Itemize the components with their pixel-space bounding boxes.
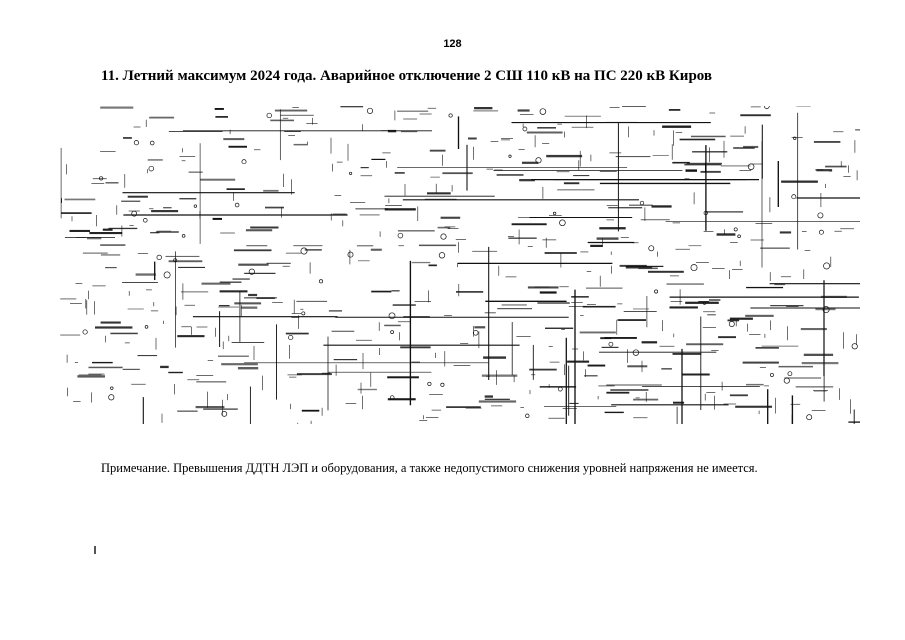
busbar-label (89, 232, 122, 234)
busbar-label (680, 139, 716, 141)
busbar-label (692, 151, 727, 152)
busbar-label (652, 205, 672, 207)
busbar-label (583, 306, 616, 308)
busbar-label (730, 394, 748, 396)
busbar-label (393, 304, 416, 306)
busbar-label (661, 368, 672, 369)
busbar-label (360, 214, 380, 215)
busbar-label (385, 208, 416, 210)
busbar-label (626, 266, 664, 267)
busbar-label (446, 406, 481, 408)
busbar-label (627, 365, 647, 367)
node-symbol (734, 228, 737, 231)
node-symbol (164, 272, 170, 278)
busbar-label (166, 256, 200, 257)
busbar-label (138, 355, 158, 356)
busbar-label (181, 292, 208, 293)
busbar-label (689, 245, 702, 246)
busbar-label (756, 347, 779, 349)
node-symbol (748, 164, 754, 170)
busbar-label (442, 172, 472, 174)
node-symbol (319, 280, 322, 283)
busbar-label (605, 412, 624, 413)
node-symbol (348, 252, 353, 257)
busbar-label (293, 245, 322, 246)
busbar-label (728, 320, 740, 322)
busbar-label (542, 239, 556, 240)
busbar-label (540, 291, 557, 293)
busbar-label (196, 381, 226, 382)
busbar-label (178, 267, 205, 268)
busbar-label (213, 218, 222, 220)
busbar-label (780, 231, 791, 233)
node-symbol (691, 265, 697, 271)
busbar-label (590, 245, 603, 247)
busbar-label (569, 403, 578, 404)
busbar-label (122, 282, 158, 283)
busbar-label (229, 146, 248, 148)
node-symbol (649, 246, 654, 251)
busbar-label (151, 210, 178, 212)
busbar-label (485, 312, 496, 313)
node-symbol (111, 387, 114, 390)
busbar-label (781, 181, 818, 183)
busbar-label (238, 367, 258, 369)
busbar-label (234, 302, 261, 304)
busbar-label (762, 346, 799, 347)
busbar-label (815, 308, 835, 310)
busbar-label (545, 328, 573, 329)
busbar-label (743, 146, 758, 148)
busbar-label (604, 337, 637, 339)
busbar-label (419, 245, 456, 247)
busbar-label (584, 375, 597, 376)
busbar-label (599, 227, 625, 229)
busbar-label (215, 108, 224, 110)
busbar-label (597, 237, 619, 239)
busbar-label (358, 389, 377, 390)
node-symbol (729, 321, 734, 326)
busbar-label (760, 247, 790, 249)
busbar-label (473, 111, 498, 112)
node-symbol (558, 387, 562, 391)
busbar-label (540, 386, 576, 388)
node-symbol (655, 290, 658, 293)
busbar-label (633, 399, 658, 401)
busbar-label (218, 307, 239, 308)
node-symbol (738, 235, 741, 238)
busbar-label (814, 141, 841, 143)
busbar-label (667, 284, 704, 285)
node-symbol (473, 330, 478, 335)
busbar-label (160, 366, 169, 368)
busbar-label (746, 287, 783, 288)
busbar-label (281, 115, 314, 116)
busbar-label (745, 315, 774, 317)
busbar-label (196, 406, 225, 408)
busbar-label (573, 175, 589, 176)
busbar-label (825, 166, 847, 168)
busbar-label (385, 205, 402, 206)
busbar-label (286, 333, 309, 335)
node-symbol (349, 172, 351, 174)
busbar-label (580, 251, 588, 252)
busbar-label (60, 335, 80, 336)
busbar-label (686, 343, 723, 345)
busbar-label (392, 290, 400, 291)
power-grid-schematic (60, 106, 860, 424)
busbar-label (746, 384, 764, 386)
busbar-label (128, 196, 148, 198)
busbar-label (189, 172, 203, 173)
busbar-label (87, 237, 101, 239)
busbar-label (608, 207, 642, 208)
busbar-label (163, 207, 172, 208)
node-symbol (784, 378, 789, 383)
node-symbol (792, 195, 796, 199)
busbar-label (227, 188, 245, 190)
busbar-label (284, 131, 301, 132)
busbar-label (705, 211, 743, 213)
busbar-label (294, 144, 308, 146)
node-symbol (770, 373, 773, 376)
busbar-label (202, 283, 231, 285)
node-symbol (449, 114, 452, 117)
busbar-label (456, 291, 483, 293)
note-text: Примечание. Превышения ДДТН ЛЭП и оборудования, а также недопустимого снижения уровней напряжения не имеется. (101, 461, 758, 475)
node-symbol (818, 213, 823, 218)
busbar-label (275, 110, 307, 112)
busbar-label (333, 214, 347, 216)
busbar-label (564, 182, 579, 184)
busbar-label (429, 265, 437, 267)
busbar-label (248, 294, 257, 296)
node-symbol (145, 326, 148, 329)
busbar-label (334, 359, 357, 360)
busbar-label (474, 107, 492, 109)
busbar-label (148, 160, 163, 161)
busbar-label (537, 127, 556, 129)
busbar-label (801, 328, 827, 330)
busbar-label (136, 273, 156, 275)
busbar-label (329, 310, 342, 311)
node-symbol (536, 158, 541, 163)
busbar-label (791, 404, 801, 405)
node-symbol (819, 230, 823, 234)
busbar-label (89, 367, 123, 369)
busbar-label (233, 279, 250, 280)
busbar-label (519, 179, 535, 181)
busbar-label (633, 309, 649, 310)
busbar-label (123, 369, 140, 370)
node-symbol (194, 205, 197, 208)
busbar-label (672, 162, 690, 164)
busbar-label (241, 307, 257, 309)
busbar-label (430, 177, 440, 178)
busbar-label (721, 165, 751, 166)
busbar-label (642, 341, 658, 343)
busbar-label (622, 106, 646, 107)
busbar-label (246, 245, 267, 246)
busbar-label (497, 308, 532, 309)
busbar-label (691, 136, 726, 138)
busbar-label (740, 114, 771, 116)
busbar-label (123, 137, 132, 139)
busbar-label (606, 392, 629, 394)
busbar-label (606, 122, 638, 123)
node-symbol (389, 313, 395, 319)
busbar-label (110, 333, 137, 335)
page-number: 128 (443, 38, 462, 50)
busbar-label (508, 237, 536, 239)
busbar-label (296, 301, 327, 302)
node-symbol (788, 372, 792, 376)
busbar-label (384, 325, 401, 327)
node-symbol (242, 160, 246, 164)
busbar-label (571, 296, 589, 298)
busbar-label (101, 322, 121, 324)
busbar-label (79, 374, 102, 375)
busbar-label (565, 116, 601, 117)
node-symbol (523, 127, 527, 131)
busbar-label (149, 117, 174, 119)
node-symbol (289, 335, 293, 339)
busbar-label (371, 159, 385, 160)
busbar-label (244, 273, 275, 274)
node-symbol (540, 109, 546, 115)
busbar-label (95, 326, 132, 328)
busbar-label (709, 299, 720, 301)
busbar-label (215, 116, 228, 118)
busbar-label (121, 201, 140, 202)
busbar-label (546, 155, 582, 157)
node-symbol (824, 263, 830, 269)
busbar-label (821, 296, 847, 298)
busbar-label (512, 223, 547, 225)
busbar-label (474, 326, 485, 328)
node-symbol (235, 203, 239, 207)
busbar-label (177, 335, 204, 337)
node-symbol (441, 234, 446, 239)
busbar-label (221, 363, 258, 365)
busbar-label (670, 306, 698, 308)
busbar-label (220, 290, 248, 292)
busbar-label (784, 377, 821, 378)
busbar-label (398, 230, 435, 231)
busbar-label (735, 406, 772, 408)
node-symbol (83, 330, 87, 334)
busbar-label (412, 262, 431, 263)
busbar-label (200, 179, 235, 181)
node-symbol (609, 342, 613, 346)
node-symbol (157, 255, 162, 260)
busbar-label (779, 366, 814, 368)
node-symbol (509, 155, 511, 157)
busbar-label (485, 399, 510, 400)
busbar-label (322, 373, 330, 374)
busbar-label (106, 182, 119, 183)
node-symbol (182, 235, 185, 238)
busbar-label (361, 167, 369, 168)
busbar-label (179, 198, 196, 199)
busbar-label (388, 130, 396, 132)
busbar-label (588, 365, 606, 367)
busbar-label (430, 150, 446, 152)
busbar-label (425, 199, 457, 200)
busbar-label (358, 260, 370, 261)
busbar-label (527, 132, 563, 134)
busbar-label (371, 249, 382, 251)
node-symbol (526, 414, 530, 418)
node-symbol (764, 106, 769, 109)
busbar-label (572, 127, 594, 128)
busbar-label (100, 244, 125, 246)
busbar-label (673, 353, 702, 355)
busbar-label (804, 354, 833, 356)
busbar-label (586, 288, 623, 289)
busbar-label (485, 395, 493, 397)
busbar-label (717, 233, 736, 235)
busbar-label (387, 376, 419, 378)
busbar-label (109, 228, 138, 229)
busbar-label (427, 192, 451, 194)
busbar-label (686, 169, 698, 171)
busbar-label (701, 171, 721, 173)
busbar-label (65, 199, 96, 201)
busbar-label (77, 375, 105, 377)
busbar-label (618, 319, 646, 321)
node-symbol (367, 108, 372, 113)
busbar-label (502, 304, 527, 305)
busbar-label (105, 267, 117, 268)
busbar-label (718, 336, 736, 338)
node-symbol (301, 248, 307, 254)
busbar-label (479, 400, 516, 402)
node-symbol (807, 415, 812, 420)
busbar-label (684, 164, 721, 166)
busbar-label (662, 126, 691, 128)
node-symbol (398, 233, 403, 238)
busbar-label (468, 138, 477, 140)
busbar-label (497, 174, 524, 176)
busbar-label (263, 190, 278, 192)
busbar-label (244, 297, 277, 298)
busbar-label (340, 106, 363, 107)
busbar-label (70, 230, 91, 232)
busbar-label (682, 374, 710, 376)
busbar-label (624, 311, 657, 312)
page-title: 11. Летний максимум 2024 года. Аварийное отключение 2 СШ 110 кВ на ПС 220 кВ Киров (101, 68, 713, 84)
node-symbol (441, 383, 444, 386)
busbar-label (219, 305, 230, 306)
busbar-label (92, 362, 113, 363)
busbar-label (395, 172, 405, 174)
busbar-label (602, 347, 619, 348)
busbar-label (218, 356, 249, 358)
busbar-label (400, 346, 430, 348)
node-symbol (640, 201, 644, 205)
node-symbol (428, 382, 431, 385)
busbar-label (796, 386, 834, 387)
busbar-label (537, 302, 569, 303)
busbar-label (730, 318, 753, 320)
busbar-label (669, 109, 680, 111)
busbar-label (802, 362, 839, 364)
node-symbol (852, 344, 857, 349)
busbar-label (648, 271, 684, 273)
busbar-label (483, 356, 506, 358)
node-symbol (150, 141, 154, 145)
busbar-label (101, 255, 120, 256)
busbar-label (441, 217, 461, 219)
node-symbol (134, 141, 138, 145)
busbar-label (100, 107, 133, 109)
busbar-label (557, 189, 594, 190)
node-symbol (553, 212, 556, 215)
busbar-label (403, 316, 430, 318)
node-symbol (439, 253, 445, 259)
busbar-label (246, 229, 272, 231)
node-symbol (560, 220, 566, 226)
busbar-label (83, 253, 108, 254)
busbar-label (472, 251, 497, 252)
node-symbol (391, 331, 394, 334)
node-symbol (302, 312, 305, 315)
busbar-label (270, 120, 294, 122)
busbar-label (743, 362, 779, 364)
busbar-label (177, 410, 197, 412)
node-symbol (143, 218, 147, 222)
busbar-label (567, 361, 589, 363)
busbar-label (234, 249, 272, 251)
busbar-label (355, 208, 388, 209)
node-symbol (149, 166, 154, 171)
busbar-label (616, 156, 651, 157)
busbar-label (673, 402, 684, 404)
busbar-label (267, 263, 291, 264)
node-symbol (109, 395, 114, 400)
busbar-label (302, 410, 320, 412)
margin-mark (94, 546, 96, 554)
busbar-label (529, 369, 556, 371)
busbar-label (203, 408, 238, 410)
busbar-label (357, 245, 373, 246)
busbar-label (332, 331, 355, 332)
busbar-label (518, 109, 530, 111)
busbar-label (168, 372, 183, 373)
node-symbol (267, 113, 272, 118)
busbar-label (522, 162, 538, 164)
busbar-label (371, 291, 391, 293)
busbar-label (223, 138, 244, 140)
busbar-label (580, 332, 616, 334)
busbar-label (232, 342, 265, 343)
busbar-label (250, 227, 278, 229)
busbar-label (707, 314, 716, 315)
busbar-label (238, 264, 268, 266)
busbar-label (770, 305, 803, 306)
busbar-label (397, 111, 428, 112)
busbar-label (61, 212, 92, 214)
